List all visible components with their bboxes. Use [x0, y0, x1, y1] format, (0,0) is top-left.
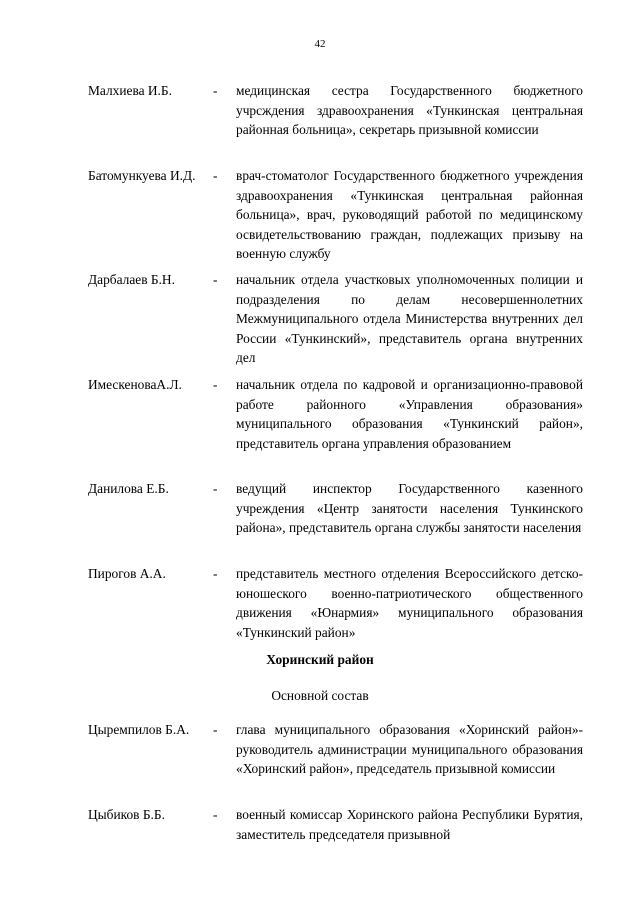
member-name: Данилова Е.Б. — [88, 481, 169, 496]
member-name: Батомункуева И.Д. — [88, 168, 196, 183]
member-dash: - — [213, 807, 218, 822]
member-dash: - — [213, 377, 218, 392]
member-role: начальник отдела по кадровой и организационно-правовой работе районного «Управления образования» муниципального образования «Тункинский район», представитель органа управления образованием — [236, 377, 583, 451]
member-role: медицинская сестра Государственного бюджетного учрсждения здравоохранения «Тункинская центральная районная больница», секретарь призывной комиссии — [236, 83, 583, 138]
member-name: Цыбиков Б.Б. — [88, 807, 165, 822]
member-name: Малхиева И.Б. — [88, 83, 172, 98]
member-name: Цыремпилов Б.А. — [88, 722, 190, 737]
member-dash: - — [213, 272, 218, 287]
section-subtitle: Основной состав — [271, 688, 369, 703]
section-title: Хоринский район — [266, 652, 374, 667]
member-role: ведущий инспектор Государственного казенного учреждения «Центр занятости населения Тункинского района», представитель органа службы занятости населения — [236, 481, 583, 536]
member-dash: - — [213, 83, 218, 98]
member-name: Дарбалаев Б.Н. — [88, 272, 175, 287]
member-role: врач-стоматолог Государственного бюджетного учреждения здравоохранения «Тункинская центральная районная больница», врач, руководящий работой по медицинскому освидетельствованию граждан, подлежащих призыву на военную службу — [236, 168, 583, 262]
member-name: ИмескеноваА.Л. — [88, 377, 182, 392]
member-dash: - — [213, 566, 218, 581]
member-dash: - — [213, 168, 218, 183]
member-dash: - — [213, 722, 218, 737]
member-role: глава муниципального образования «Хоринский район»-руководитель администрации муниципального образования «Хоринский район», председатель призывной комиссии — [236, 722, 583, 777]
member-name: Пирогов А.А. — [88, 566, 166, 581]
member-role: представитель местного отделения Всероссийского детско-юношеского военно-патриотического общественного движения «Юнармия» муниципального образования «Тункинский район» — [236, 566, 583, 640]
member-role: начальник отдела участковых уполномоченных полиции и подразделения по делам несовершеннолетних Межмуниципального отдела Министерства внутренних дел России «Тункинский», представитель органа внутренних дел — [236, 272, 583, 366]
page-number: 42 — [314, 38, 326, 50]
member-role: военный комиссар Хоринского района Республики Бурятия, заместитель председателя призывной — [236, 807, 583, 842]
member-dash: - — [213, 481, 218, 496]
